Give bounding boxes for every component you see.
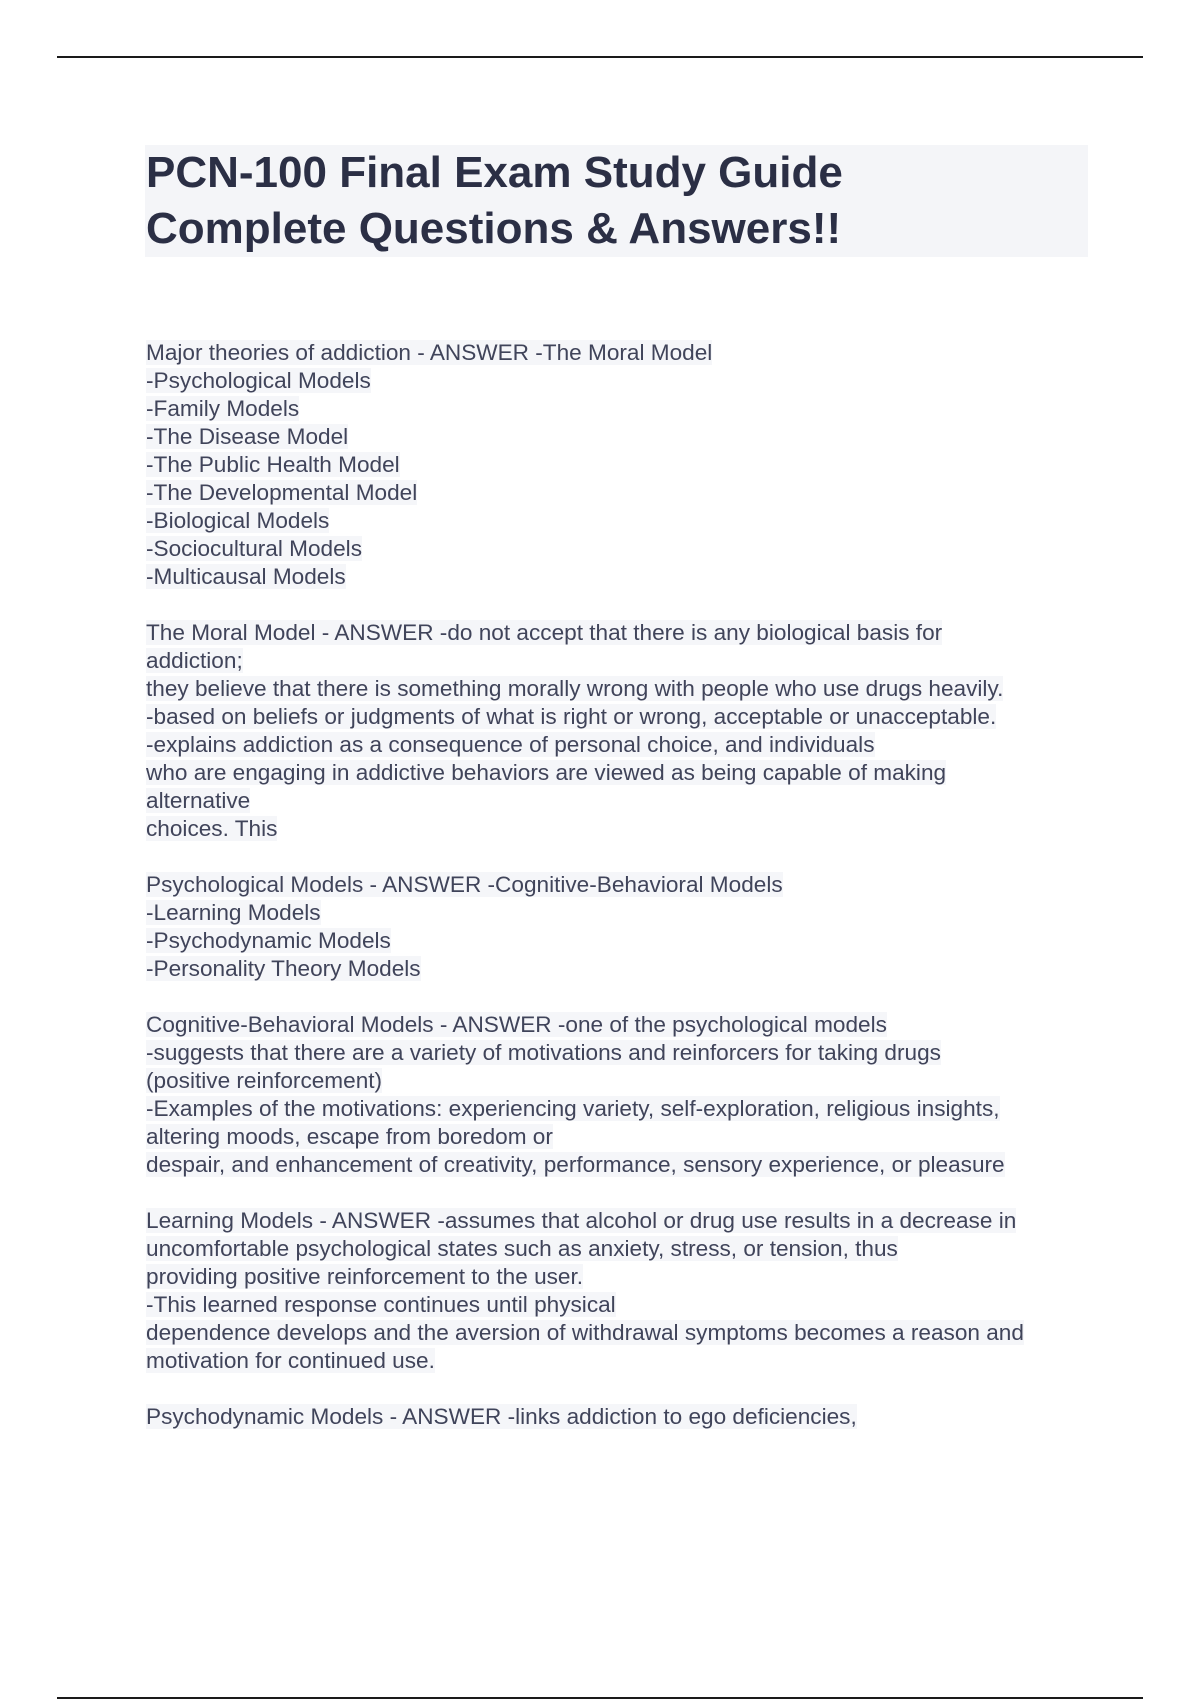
qa-line-text: -Psychodynamic Models: [146, 928, 391, 953]
qa-line: [146, 367, 1096, 395]
qa-line-text: -Family Models: [146, 396, 300, 421]
qa-line: [146, 1263, 1096, 1291]
qa-entry: [146, 339, 1096, 591]
qa-line-text: -Sociocultural Models: [146, 536, 362, 561]
qa-line: [146, 731, 1096, 759]
qa-line: [146, 619, 1096, 647]
qa-line-text: -The Public Health Model: [146, 452, 400, 477]
qa-line: [146, 955, 1096, 983]
qa-line-text: -Examples of the motivations: experiencing variety, self-exploration, religious insights,: [146, 1096, 1000, 1121]
qa-content: [146, 339, 1096, 1459]
qa-line: [146, 815, 1096, 843]
qa-line-text: -The Disease Model: [146, 424, 349, 449]
title-line: Complete Questions & Answers!!: [146, 204, 842, 253]
qa-line-text: The Moral Model - ANSWER -do not accept that there is any biological basis for: [146, 620, 943, 645]
qa-line-text: choices. This: [146, 816, 278, 841]
qa-line-text: (positive reinforcement): [146, 1068, 383, 1093]
qa-line-text: Cognitive-Behavioral Models - ANSWER -one of the psychological models: [146, 1012, 887, 1037]
qa-entry: [146, 871, 1096, 983]
qa-entry: [146, 1403, 1096, 1431]
qa-line-text: alternative: [146, 788, 251, 813]
qa-line: [146, 1011, 1096, 1039]
qa-line: [146, 1095, 1096, 1123]
qa-line: [146, 675, 1096, 703]
title-line: PCN-100 Final Exam Study Guide: [146, 148, 843, 197]
qa-line: [146, 1291, 1096, 1319]
qa-line: [146, 423, 1096, 451]
qa-line-text: Major theories of addiction - ANSWER -The Moral Model: [146, 340, 713, 365]
qa-line-text: Psychological Models - ANSWER -Cognitive-Behavioral Models: [146, 872, 783, 897]
qa-line: [146, 899, 1096, 927]
bottom-rule: [57, 1697, 1143, 1699]
qa-line-text: -Biological Models: [146, 508, 330, 533]
qa-line: [146, 339, 1096, 367]
qa-line: [146, 871, 1096, 899]
qa-line: [146, 1319, 1096, 1347]
qa-line: [146, 1067, 1096, 1095]
qa-line-text: uncomfortable psychological states such as anxiety, stress, or tension, thus: [146, 1236, 898, 1261]
qa-line-text: -This learned response continues until physical: [146, 1292, 616, 1317]
qa-line: [146, 451, 1096, 479]
qa-line: [146, 703, 1096, 731]
qa-line: [146, 647, 1096, 675]
qa-line-text: -Learning Models: [146, 900, 321, 925]
qa-line: [146, 927, 1096, 955]
qa-line-text: -Psychological Models: [146, 368, 371, 393]
qa-entry: [146, 1207, 1096, 1375]
qa-line: [146, 1347, 1096, 1375]
qa-entry: [146, 619, 1096, 843]
qa-line: [146, 1123, 1096, 1151]
qa-line: [146, 1403, 1096, 1431]
qa-line: [146, 479, 1096, 507]
qa-line-text: -explains addiction as a consequence of personal choice, and individuals: [146, 732, 875, 757]
qa-line: [146, 1235, 1096, 1263]
qa-line-text: -based on beliefs or judgments of what is right or wrong, acceptable or unacceptable.: [146, 704, 997, 729]
qa-line-text: -Multicausal Models: [146, 564, 346, 589]
qa-line: [146, 535, 1096, 563]
page-title: [146, 145, 1086, 257]
qa-line: [146, 395, 1096, 423]
qa-entry: [146, 1011, 1096, 1179]
qa-line-text: -suggests that there are a variety of motivations and reinforcers for taking drugs: [146, 1040, 941, 1065]
qa-line-text: altering moods, escape from boredom or: [146, 1124, 553, 1149]
qa-line-text: addiction;: [146, 648, 243, 673]
qa-line-text: dependence develops and the aversion of withdrawal symptoms becomes a reason and: [146, 1320, 1024, 1345]
qa-line: [146, 563, 1096, 591]
qa-line-text: motivation for continued use.: [146, 1348, 435, 1373]
qa-line-text: despair, and enhancement of creativity, performance, sensory experience, or pleasure: [146, 1152, 1005, 1177]
qa-line-text: -The Developmental Model: [146, 480, 418, 505]
qa-line: [146, 1151, 1096, 1179]
qa-line-text: who are engaging in addictive behaviors are viewed as being capable of making: [146, 760, 947, 785]
qa-line-text: Learning Models - ANSWER -assumes that alcohol or drug use results in a decrease in: [146, 1208, 1017, 1233]
qa-line-text: providing positive reinforcement to the user.: [146, 1264, 584, 1289]
qa-line-text: Psychodynamic Models - ANSWER -links addiction to ego deficiencies,: [146, 1404, 857, 1429]
top-rule: [57, 56, 1143, 58]
qa-line: [146, 507, 1096, 535]
qa-line: [146, 759, 1096, 787]
qa-line: [146, 1207, 1096, 1235]
qa-line: [146, 1039, 1096, 1067]
qa-line-text: they believe that there is something morally wrong with people who use drugs heavily.: [146, 676, 1004, 701]
qa-line: [146, 787, 1096, 815]
qa-line-text: -Personality Theory Models: [146, 956, 421, 981]
